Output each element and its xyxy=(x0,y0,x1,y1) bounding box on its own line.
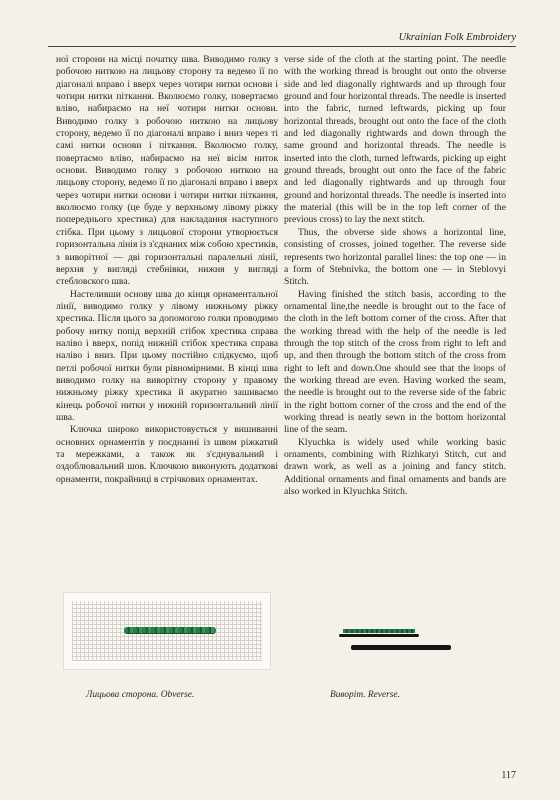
left-paragraph-3: Ключка широко використовується у вишиванні основних орнаментів у поєднанні із швом ріжкатий та мережками, а також як з'єднувальний і оздоблювальний шов. Ключкою виконують додаткові орнаменти, покрайниці в стрічкових орнаментах. xyxy=(56,424,278,485)
left-paragraph-1: ної сторони на місці початку шва. Виводимо голку з робочою ниткою на лицьову сторону та ведемо її по діагоналі вправо і вверх через чотири нитки основи і чотири нитки піткання. Вколюємо голку, повертаємо вліво, набираємо на неї чотири нитки основи. Виводимо голку з робочою ниткою на лицьову сторону, ведемо її по діагоналі вправо і вниз через ті самі нитки основи і піткання. Вколюємо голку, повертаємо вліво, набираємо на неї вісім ниток основи. Виводимо голку з робочою ниткою на лицьову сторону, ведемо її по діагоналі вправо і вверх через чотири нитки основи і чотири нитки піткання, вколюємо голку (це буде у верхньому лівому ріжку попереднього хрестика) для накладання наступного стібка. При цьому з лицьової сторони утворюється горизонтальна лінія із з'єднаних між собою хрестиків, з виворітної — дві горизонтальні паралельні лінії, верхня у вигляді стебнівки, нижня у вигляді стебловского шва. xyxy=(56,54,278,288)
header-rule xyxy=(48,46,516,47)
right-column xyxy=(284,54,506,498)
left-column xyxy=(56,54,278,486)
right-paragraph-2: Thus, the obverse side shows a horizontal line, consisting of crosses, joined together. The reverse side represents two horizontal parallel lines: the top one — in a form of Stebnivka, the bottom one — in Steblovyi Stitch. xyxy=(284,226,506,288)
running-header-title: Ukrainian Folk Embroidery xyxy=(398,32,516,43)
right-paragraph-3: Having finished the stitch basis, according to the ornamental line,the needle is brought out to the face of the cloth in the left bottom corner of the cross. After that the working thread with the help of the needle is led through the top stitch of the cross from right to left and up, and then through the bottom stitch of the cross from right to left and down.One should see that the loops of the working thread are even. Having worked the seam, the needle is brought out to the reverse side of the fabric in the right bottom corner of the cross and the end of the working thread is neatly sewn in the bottom horizontal line of the seam. xyxy=(284,288,506,436)
reverse-stitch-image xyxy=(322,592,464,670)
right-paragraph-1: verse side of the cloth at the starting point. The needle with the working thread is brought out onto the obverse side and led diagonally rightwards and up through four ground and four horizontal threads. The needle is inserted into the fabric, turned leftwards, picking up four horizontal threads, brought out onto the face of the cloth and led diagonally rightwards and down through the same ground and horizontal threads. The needle is inserted into the cloth, turned leftwards, picking up eight ground threads, brought out onto the face of the fabric and led diagonally rightwards and up through four ground and horizontal threads. The needle is inserted into the material (this will be in the top left corner of the previous cross) to lay the next stitch. xyxy=(284,54,506,226)
reverse-black-bar-bottom xyxy=(351,645,451,650)
obverse-stitch-image xyxy=(63,592,271,670)
reverse-black-bar-top xyxy=(339,634,419,637)
left-paragraph-2: Настеливши основу шва до кінця орнаментальної лінії, виводимо голку у лівому нижньому ріжку хрестика. Після цього за допомогою голки проводимо робочу нитку попід верхній стібок хрестика справа наліво і вверх, попід нижній стібок хрестика справа наліво і вниз. При цьому постійно слідкуємо, щоб петлі робочої нитки були рівномірними. В кінці шва виводимо голку на виворітну сторону у правому нижньому ріжку хрестика й акуратно зашиваємо кінець робочої нитки у нижній горизонтальний лінії шва. xyxy=(56,288,278,423)
page-number: 117 xyxy=(501,770,516,781)
obverse-stitch-row xyxy=(124,627,216,633)
obverse-caption: Лицьова сторона. Obverse. xyxy=(86,690,195,700)
right-paragraph-4: Klyuchka is widely used while working basic ornaments, combining with Rizhkatyi Stitch, cut and drawn work, as well as a joining and fancy stitch. Additional ornaments and final ornaments and bands are also worked in Klyuchka Stitch. xyxy=(284,436,506,498)
reverse-caption: Виворіт. Reverse. xyxy=(330,690,400,700)
reverse-green-thread xyxy=(343,629,415,633)
